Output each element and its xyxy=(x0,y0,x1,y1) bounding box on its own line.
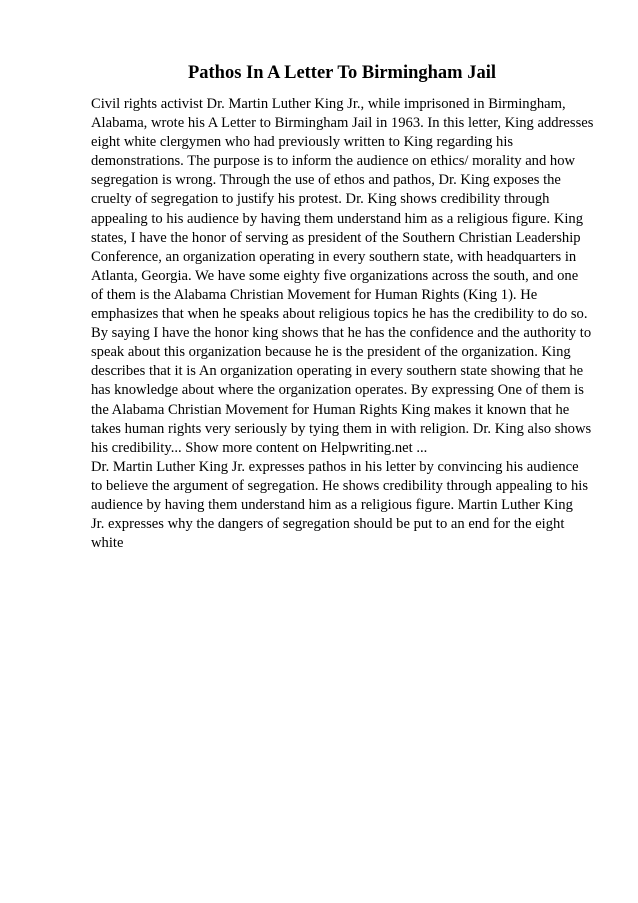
body-line: Jr. expresses why the dangers of segregation should be put to an end for the eight xyxy=(91,516,565,533)
body-line: demonstrations. The purpose is to inform the audience on ethics/ morality and how xyxy=(91,153,576,170)
body-line: the Alabama Christian Movement for Human Rights King makes it known that he xyxy=(91,401,570,418)
body-line: cruelty of segregation to justify his protest. Dr. King shows credibility through xyxy=(91,191,550,208)
body-line: Civil rights activist Dr. Martin Luther King Jr., while imprisoned in Birmingham, xyxy=(91,96,566,112)
body-line: audience by having them understand him as a religious figure. Martin Luther King xyxy=(91,496,573,513)
body-line: takes human rights very seriously by tying them in with religion. Dr. King also shows xyxy=(91,420,592,437)
body-line: his credibility... Show more content on Helpwriting.net ... xyxy=(91,439,428,456)
body-line: Alabama, wrote his A Letter to Birmingham Jail in 1963. In this letter, King addresses xyxy=(91,115,594,132)
body-line: Dr. Martin Luther King Jr. expresses pathos in his letter by convincing his audience xyxy=(91,458,579,475)
body-line: eight white clergymen who had previously written to King regarding his xyxy=(91,134,514,151)
body-line: By saying I have the honor king shows that he has the confidence and the authority to xyxy=(91,325,592,342)
document-title: Pathos In A Letter To Birmingham Jail xyxy=(187,63,497,83)
body-line: appealing to his audience by having them understand him as a religious figure. King xyxy=(91,210,584,227)
body-line: states, I have the honor of serving as president of the Southern Christian Leadership xyxy=(91,229,581,246)
body-line: of them is the Alabama Christian Movement for Human Rights (King 1). He xyxy=(91,286,538,303)
body-line: segregation is wrong. Through the use of ethos and pathos, Dr. King exposes the xyxy=(91,172,561,189)
body-line: has knowledge about where the organization operates. By expressing One of them is xyxy=(91,382,584,399)
body-line: speak about this organization because he is the president of the organization. King xyxy=(91,344,571,361)
document-body xyxy=(91,95,611,553)
body-line: describes that it is An organization operating in every southern state showing that he xyxy=(91,363,584,380)
body-line: Atlanta, Georgia. We have some eighty five organizations across the south, and one xyxy=(91,267,579,284)
body-line: to believe the argument of segregation. He shows credibility through appealing to his xyxy=(91,477,589,494)
body-line: emphasizes that when he speaks about religious topics he has the credibility to do so. xyxy=(91,306,588,323)
body-line: Conference, an organization operating in every southern state, with headquarters in xyxy=(91,248,577,265)
body-line: white xyxy=(91,535,124,552)
